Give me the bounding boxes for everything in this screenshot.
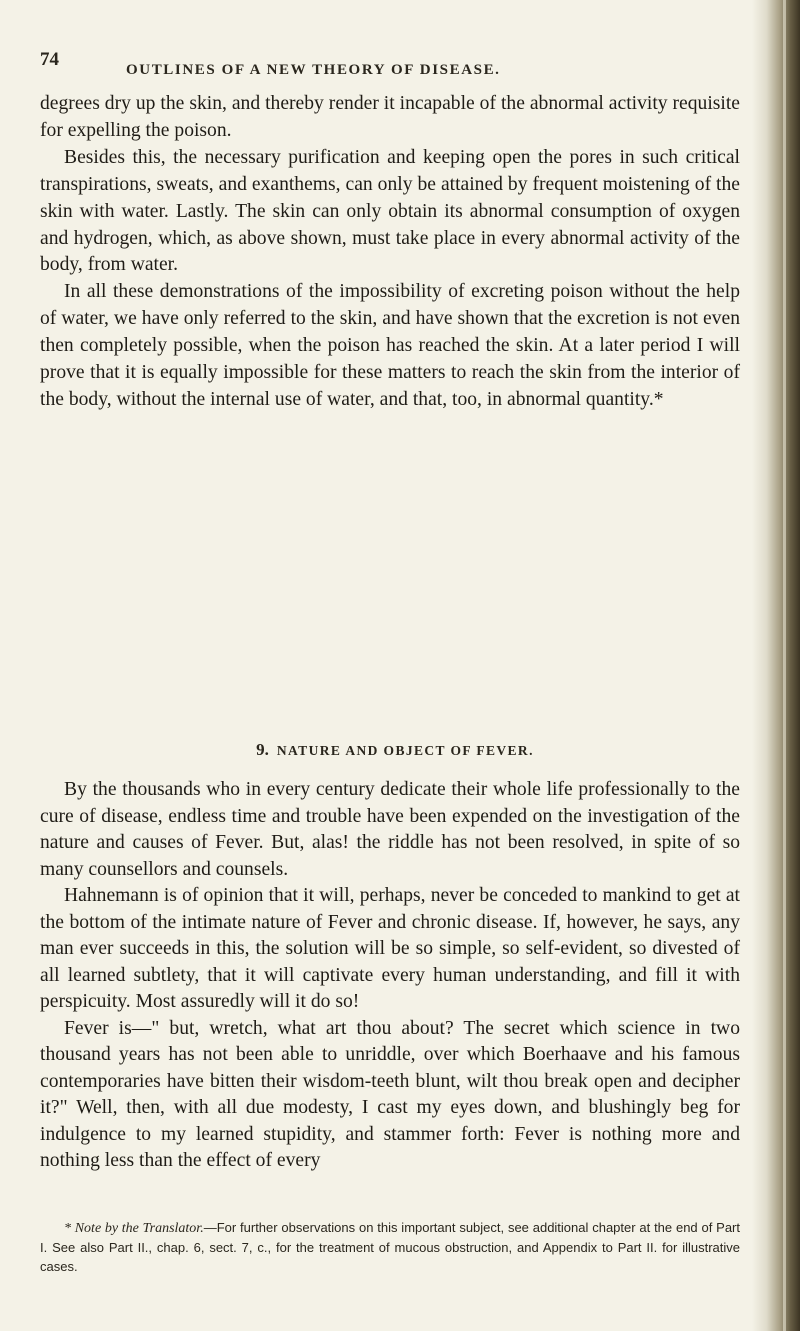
body-text-top [40,91,740,414]
paragraph: By the thousands who in every century dedicate their whole life professionally to the cure of disease, endless time and trouble have been expended on the investigation of the nature and causes of Fever. But, alas! the riddle has not been resolved, in spite of so many counsellors and counsels. [40,779,740,880]
section-number: 9. [256,740,269,759]
page-edge-highlight [783,0,786,1331]
footnote-lead: * Note by the Translator. [64,1221,204,1236]
page-number: 74 [40,49,59,70]
section-title: NATURE AND OBJECT OF FEVER. [276,743,534,758]
paragraph: Hahnemann is of opinion that it will, perhaps, never be conceded to mankind to get at the bottom of the intimate nature of Fever and chronic disease. If, however, he says, any man ever succeeds in this, the solution will be so simple, so self-evident, so divested of all learned subtlety, that it will captivate every human understanding, and fill it with perspicuity. Most assuredly will it do so! [40,885,740,1012]
body-text-section [40,777,740,1175]
footnote [40,1218,740,1276]
paragraph: Fever is—" but, wretch, what art thou about? The secret which science in two thousand years has not been able to unriddle, over which Boerhaave and his famous contemporaries have bitten their wisdom-teeth blunt, wilt thou break open and decipher it?" Well, then, with all due modesty, I cast my eyes down, and blushingly beg for indulgence to my learned stupidity, and stammer forth: Fever is nothing more and nothing less than the effect of every [40,1017,740,1171]
paragraph: Besides this, the necessary purification and keeping open the pores in such critical transpirations, sweats, and exanthems, can only be attained by frequent moistening of the skin with water. Lastly. The skin can only obtain its abnormal consumption of oxygen and hydrogen, which, as above shown, must take place in every abnormal activity of the body, from water. [40,146,740,276]
footnote-text: —For further observations on this important subject, see additional chapter at the end of Part I. See also Part II., chap. 6, sect. 7, c., for the treatment of mucous obstruction, and Appendix to Part II. for illustrative cases. [40,1220,740,1274]
section-heading [0,740,790,760]
paragraph: In all these demonstrations of the impossibility of excreting poison without the help of water, we have only referred to the skin, and have shown that the excretion is not even then completely possible, when the poison has reached the skin. At a later period I will prove that it is equally impossible for these matters to reach the skin from the interior of the body, without the internal use of water, and that, too, in abnormal quantity.* [40,281,740,410]
page-edge-shadow [752,0,800,1331]
running-title: OUTLINES OF A NEW THEORY OF DISEASE. [126,62,501,78]
paragraph: degrees dry up the skin, and thereby render it incapable of the abnormal activity requisite for expelling the poison. [40,93,740,141]
